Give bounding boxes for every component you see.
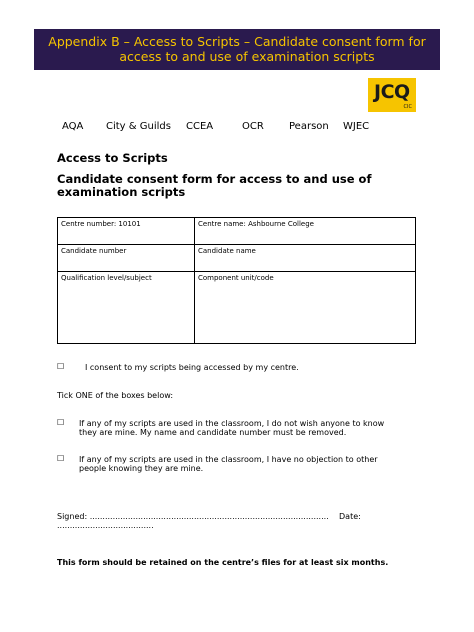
table-row bbox=[58, 218, 416, 245]
page-heading: Access to Scripts bbox=[57, 151, 168, 165]
jcq-logo-subtext: CIC bbox=[403, 104, 412, 110]
component-field[interactable]: Component unit/code bbox=[195, 272, 416, 344]
awarding-body-city-guilds: City & Guilds bbox=[106, 121, 171, 132]
signed-label: Signed: .............................................................................................. bbox=[57, 512, 329, 521]
consent-text: I consent to my scripts being accessed by my centre. bbox=[85, 363, 299, 372]
candidate-details-table bbox=[57, 217, 416, 344]
centre-name-field[interactable]: Centre name: Ashbourne College bbox=[195, 218, 416, 245]
candidate-name-field[interactable]: Candidate name bbox=[195, 245, 416, 272]
table-row bbox=[58, 272, 416, 344]
awarding-bodies-row bbox=[0, 121, 474, 135]
awarding-body-pearson: Pearson bbox=[289, 121, 329, 132]
appendix-title-banner bbox=[34, 29, 440, 70]
tick-instruction: Tick ONE of the boxes below: bbox=[57, 391, 174, 400]
banner-title-line-2: access to and use of examination scripts bbox=[119, 49, 375, 64]
qualification-field[interactable]: Qualification level/subject bbox=[58, 272, 195, 344]
page-subheading: Candidate consent form for access to and use of examination scripts bbox=[57, 172, 372, 199]
consent-checkbox[interactable]: ☐ bbox=[57, 362, 65, 371]
awarding-body-wjec: WJEC bbox=[343, 121, 370, 132]
jcq-logo bbox=[368, 78, 416, 112]
option-2-checkbox[interactable]: ☐ bbox=[57, 454, 65, 463]
signature-line[interactable] bbox=[57, 512, 387, 530]
candidate-number-field[interactable]: Candidate number bbox=[58, 245, 195, 272]
retention-note: This form should be retained on the centre’s files for at least six months. bbox=[57, 558, 389, 567]
table-row bbox=[58, 245, 416, 272]
banner-title-line-1: Appendix B – Access to Scripts – Candidate consent form for bbox=[48, 34, 426, 49]
awarding-body-aqa: AQA bbox=[62, 121, 84, 132]
awarding-body-ocr: OCR bbox=[242, 121, 264, 132]
awarding-body-ccea: CCEA bbox=[186, 121, 214, 132]
option-1-text: If any of my scripts are used in the classroom, I do not wish anyone to know they are mine. My name and candidate number must be removed. bbox=[79, 419, 385, 437]
option-2-text: If any of my scripts are used in the classroom, I have no objection to other people knowing they are mine. bbox=[79, 455, 378, 473]
centre-number-field[interactable]: Centre number: 10101 bbox=[58, 218, 195, 245]
option-1-checkbox[interactable]: ☐ bbox=[57, 418, 65, 427]
date-field[interactable]: ...................................... bbox=[57, 521, 154, 530]
jcq-logo-text: JCQ bbox=[374, 81, 410, 103]
date-label: Date: bbox=[339, 512, 361, 521]
